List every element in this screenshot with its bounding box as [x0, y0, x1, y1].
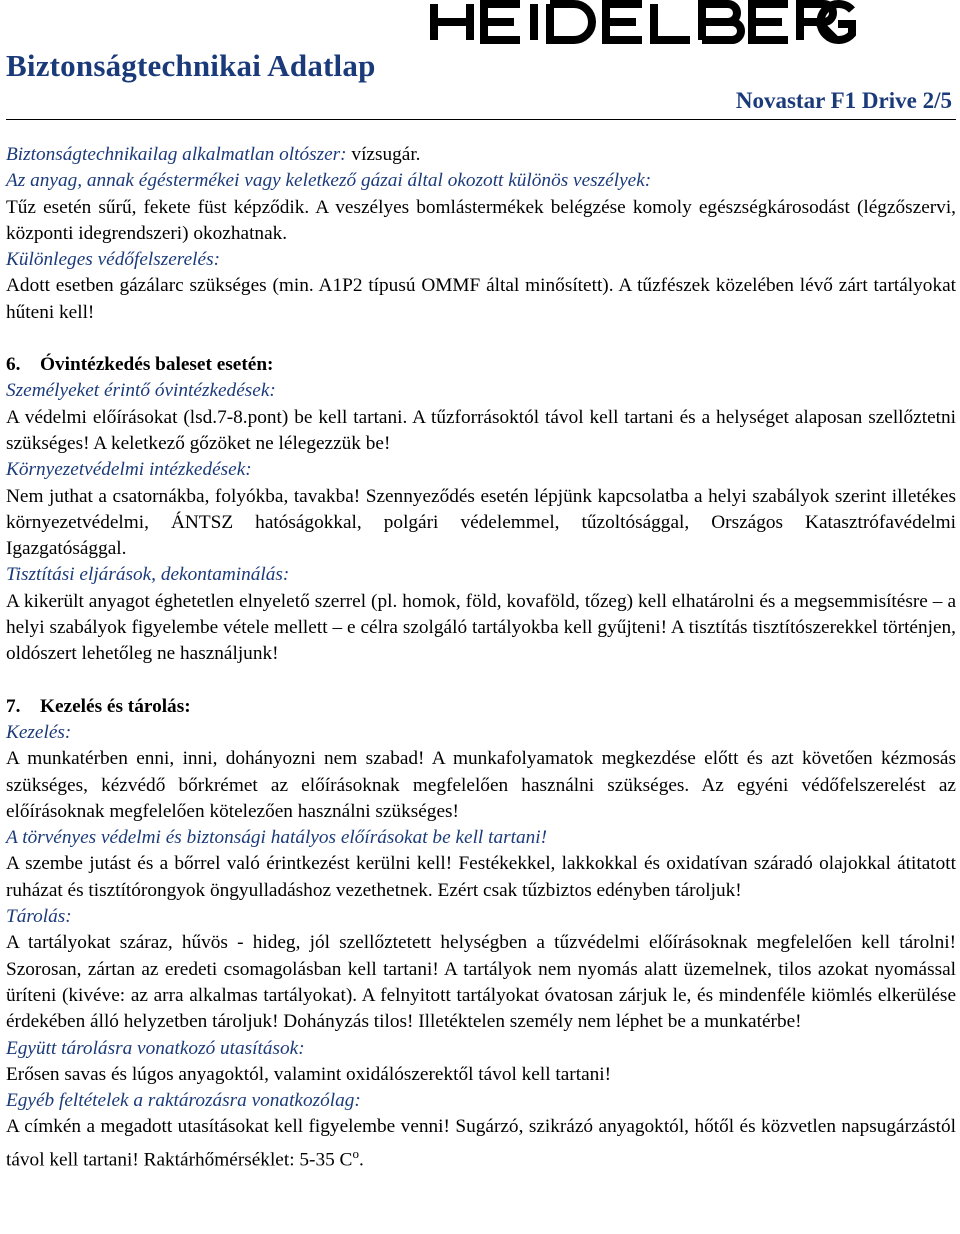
- joint-storage-label: Együtt tárolásra vonatkozó utasítások:: [6, 1037, 305, 1059]
- environmental-measures-label: Környezetvédelmi intézkedések:: [6, 459, 252, 481]
- protective-equipment-label: Különleges védőfelszerelés:: [6, 249, 220, 271]
- degree-superscript: o: [352, 1145, 359, 1161]
- section-7-title: Kezelés és tárolás:: [40, 695, 191, 717]
- unsuitable-extinguisher-line: [6, 142, 956, 168]
- document-title: Biztonságtechnikai Adatlap: [6, 48, 376, 83]
- handling-text: A munkatérben enni, inni, dohányozni nem szabad! A munkafolyamatok megkezdése előtt és azt követően kézmosás szükséges, kézvédő bőrkrémet az előírásoknak megfelelően használni szükséges. Az egyéni védőfelszerelést az előírásoknak megfelelően kötelezően használni szükséges!: [6, 748, 956, 822]
- protective-equipment-text: Adott esetben gázálarc szükséges (min. A1P2 típusú OMMF által minősített). A tűzfészek közelében lévő zárt tartályokat hűteni kell!: [6, 275, 956, 323]
- other-storage-conditions-body: A címkén a megadott utasításokat kell figyelembe venni! Sugárzó, szikrázó anyagoktól, hőtől és közvetlen napsugárzástól távol kell tartani! Raktárhőmérséklet: 5-35 C: [6, 1116, 956, 1171]
- section-7-heading: [6, 694, 956, 720]
- section-6-heading: [6, 352, 956, 378]
- legal-requirements-label: A törvényes védelmi és biztonsági hatályos előírásokat be kell tartani!: [6, 827, 548, 849]
- section-7-number: 7.: [6, 695, 21, 717]
- contact-avoidance-text: A szembe jutást és a bőrrel való érintkezést kerülni kell! Festékekkel, lakkokkal és oxidatívan száradó olajokkal átitatott ruházat és tisztítórongyok öngyulladáshoz vezethetnek. Ezért csak tűzbiztos edényben tároljuk!: [6, 853, 956, 901]
- special-hazards-text: Tűz esetén sűrű, fekete füst képződik. A veszélyes bomlástermékek belégzése komoly egészségkárosodást (légzőszervi, központi idegrendszeri) okozhatnak.: [6, 196, 956, 244]
- cleanup-procedures-label: Tisztítási eljárások, dekontaminálás:: [6, 564, 290, 586]
- handling-label: Kezelés:: [6, 721, 72, 743]
- storage-text: A tartályokat száraz, hűvös - hideg, jól szellőztetett helységben a tűzvédelmi előírásoknak megfelelően kell tárolni! Szorosan, zártan az eredeti csomagolásban kell tartani! A tartályok nem nyomás alatt üzemelnek, tilos azokat nyomással üríteni (kivéve: az arra alkalmas tartályokat). A felnyitott tartályokat óvatosan zárjuk le, és mindenféle kiömlés elkerülése érdekében álló helyzetben tároljuk! Dohányzás tilos! Illetéktelen személy nem léphet be a munkatérbe!: [6, 932, 956, 1033]
- other-storage-conditions-end: .: [358, 1149, 364, 1171]
- header-divider: [6, 119, 956, 120]
- product-name: Novastar F1 Drive 2/5: [735, 88, 952, 113]
- other-storage-conditions-label: Egyéb feltételek a raktározásra vonatkozólag:: [6, 1090, 361, 1112]
- other-storage-conditions-text: [6, 1114, 956, 1173]
- unsuitable-extinguisher-label: Biztonságtechnikailag alkalmatlan oltószer:: [6, 144, 347, 165]
- storage-label: Tárolás:: [6, 906, 72, 928]
- personal-precautions-label: Személyeket érintő óvintézkedések:: [6, 380, 276, 402]
- section-6-number: 6.: [6, 354, 21, 376]
- page-header: [0, 0, 960, 120]
- personal-precautions-text: A védelmi előírásokat (lsd.7-8.pont) be kell tartani. A tűzforrásoktól távol kell tartani és a helységet alaposan szellőztetni szükséges! A keletkező gőzöket ne lélegezzük be!: [6, 406, 956, 454]
- section-gap: [6, 326, 956, 352]
- joint-storage-text: Erősen savas és lúgos anyagoktól, valamint oxidálószerektől távol kell tartani!: [6, 1063, 612, 1085]
- environmental-measures-text: Nem juthat a csatornákba, folyókba, tavakba! Szennyeződés esetén lépjünk kapcsolatba a helyi szabályok szerint illetékes környezetvédelmi, ÁNTSZ hatóságokkal, polgári védelemmel, tűzoltósággal, Országos Katasztrófavédelmi Igazgatósággal.: [6, 485, 956, 560]
- section-gap: [6, 668, 956, 694]
- cleanup-procedures-text: A kikerült anyagot éghetetlen elnyelető szerrel (pl. homok, föld, kovaföld, tőzeg) kell elhatárolni és a megsemmisítésre – a helyi szabályok figyelembe vétele mellett – e célra szolgáló tartályokba kell gyűjteni! A tisztítás tisztítószerekkel történjen, oldószert lehetőleg ne használjunk!: [6, 590, 956, 665]
- section-6-title: Óvintézkedés baleset esetén:: [40, 354, 274, 376]
- special-hazards-label: Az anyag, annak égéstermékei vagy keletkező gázai által okozott különös veszélyek:: [6, 170, 652, 192]
- document-body: [6, 142, 956, 1173]
- unsuitable-extinguisher-value: vízsugár.: [346, 144, 421, 165]
- heidelberg-logo: [428, 0, 866, 44]
